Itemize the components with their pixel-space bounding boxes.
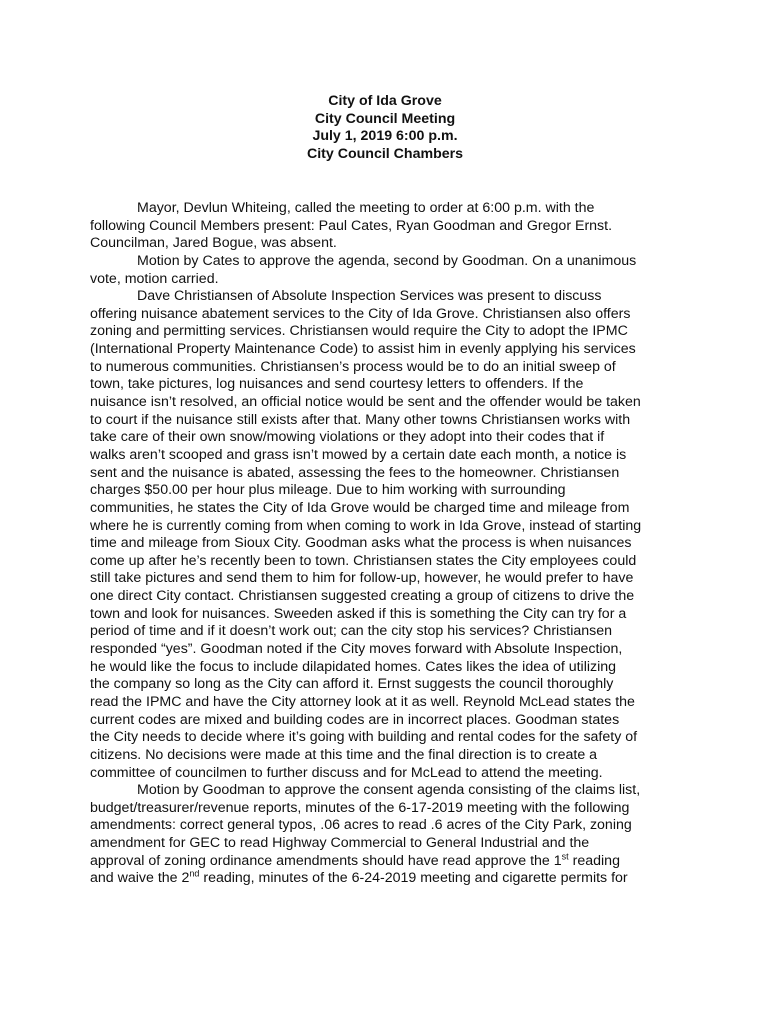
body-line: to court if the nuisance still exists after that. Many other towns Christiansen works with	[90, 411, 631, 428]
body-line	[90, 850, 686, 871]
body-line: town and look for nuisances. Sweeden asked if this is something the City can try for a	[90, 605, 627, 622]
body-line: the company so long as the City can afford it. Ernst suggests the council thoroughly	[90, 676, 614, 693]
ordinal-suffix: st	[561, 850, 569, 861]
header-meeting-type: City Council Meeting	[314, 110, 456, 127]
body-line: (International Property Maintenance Code) to assist him in evenly applying his services	[90, 341, 636, 358]
body-line: budget/treasurer/revenue reports, minutes of the 6-17-2019 meeting with the following	[90, 799, 630, 816]
body-line: offering nuisance abatement services to the City of Ida Grove. Christiansen also offers	[90, 305, 631, 322]
body-line: zoning and permitting services. Christiansen would require the City to adopt the IPMC	[90, 323, 628, 340]
body-line: current codes are mixed and building codes are in incorrect places. Goodman states	[90, 711, 620, 728]
header-meeting-date: July 1, 2019 6:00 p.m.	[312, 128, 458, 145]
body-line: take care of their own snow/mowing violations or they adopt into their codes that if	[90, 429, 605, 446]
body-line: citizens. No decisions were made at this time and the final direction is to create a	[90, 746, 598, 763]
body-line: amendment for GEC to read Highway Commercial to General Industrial and the	[90, 835, 590, 852]
body-line: Motion by Goodman to approve the consent agenda consisting of the claims list,	[137, 782, 641, 799]
body-line: period of time and if it doesn’t work out; can the city stop his services? Christiansen	[90, 623, 613, 640]
body-line-text: reading, minutes of the 6-24-2019 meeting and cigarette permits for	[199, 870, 628, 887]
body-line: committee of councilmen to further discuss and for McLead to attend the meeting.	[90, 764, 603, 781]
ordinal-suffix: nd	[189, 868, 200, 879]
body-line: vote, motion carried.	[90, 270, 219, 287]
body-line: amendments: correct general typos, .06 acres to read .6 acres of the City Park, zoning	[90, 817, 632, 834]
body-line-text: reading	[568, 852, 620, 869]
document-header	[0, 93, 770, 163]
body-line: come up after he’s recently been to town. Christiansen states the City employees could	[90, 552, 637, 569]
body-line: time and mileage from Sioux City. Goodman asks what the process is when nuisances	[90, 535, 632, 552]
body-line: nuisance isn’t resolved, an official notice would be sent and the offender would be taken	[90, 394, 641, 411]
body-line: Councilman, Jared Bogue, was absent.	[90, 235, 337, 252]
body-line	[90, 870, 686, 888]
body-line: communities, he states the City of Ida Grove would be charged time and mileage from	[90, 499, 630, 516]
body-line: sent and the nuisance is abated, assessing the fees to the homeowner. Christiansen	[90, 464, 620, 481]
body-line: where he is currently coming from when coming to work in Ida Grove, instead of starting	[90, 517, 642, 534]
header-city-name: City of Ida Grove	[328, 93, 442, 109]
body-line: responded “yes”. Goodman noted if the City moves forward with Absolute Inspection,	[90, 641, 623, 658]
body-line: he would like the focus to include dilapidated homes. Cates likes the idea of utilizing	[90, 658, 617, 675]
body-line: Dave Christiansen of Absolute Inspection Services was present to discuss	[137, 288, 602, 305]
body-line: Mayor, Devlun Whiteing, called the meeting to order at 6:00 p.m. with the	[137, 200, 595, 216]
body-line-text: and waive the 2	[90, 870, 190, 887]
body-line: read the IPMC and have the City attorney look at it as well. Reynold McLead states the	[90, 693, 635, 710]
body-line: one direct City contact. Christiansen suggested creating a group of citizens to drive the	[90, 588, 635, 605]
body-line: Motion by Cates to approve the agenda, second by Goodman. On a unanimous	[137, 252, 637, 269]
body-line: walks aren’t scooped and grass isn’t mowed by a certain date each month, a notice is	[90, 446, 627, 463]
body-line: to numerous communities. Christiansen’s process would be to do an initial sweep of	[90, 358, 616, 375]
body-line: town, take pictures, log nuisances and send courtesy letters to offenders. If the	[90, 376, 584, 393]
body-line-text: approval of zoning ordinance amendments should have read approve the 1	[90, 852, 562, 869]
minutes-body	[90, 200, 686, 888]
body-line: the City needs to decide where it’s going with building and rental codes for the safety of	[90, 729, 638, 746]
body-line: still take pictures and send them to him for follow-up, however, he would prefer to have	[90, 570, 634, 587]
body-line: charges $50.00 per hour plus mileage. Due to him working with surrounding	[90, 482, 566, 499]
body-line: following Council Members present: Paul Cates, Ryan Goodman and Gregor Ernst.	[90, 217, 613, 234]
header-meeting-location: City Council Chambers	[306, 145, 464, 162]
